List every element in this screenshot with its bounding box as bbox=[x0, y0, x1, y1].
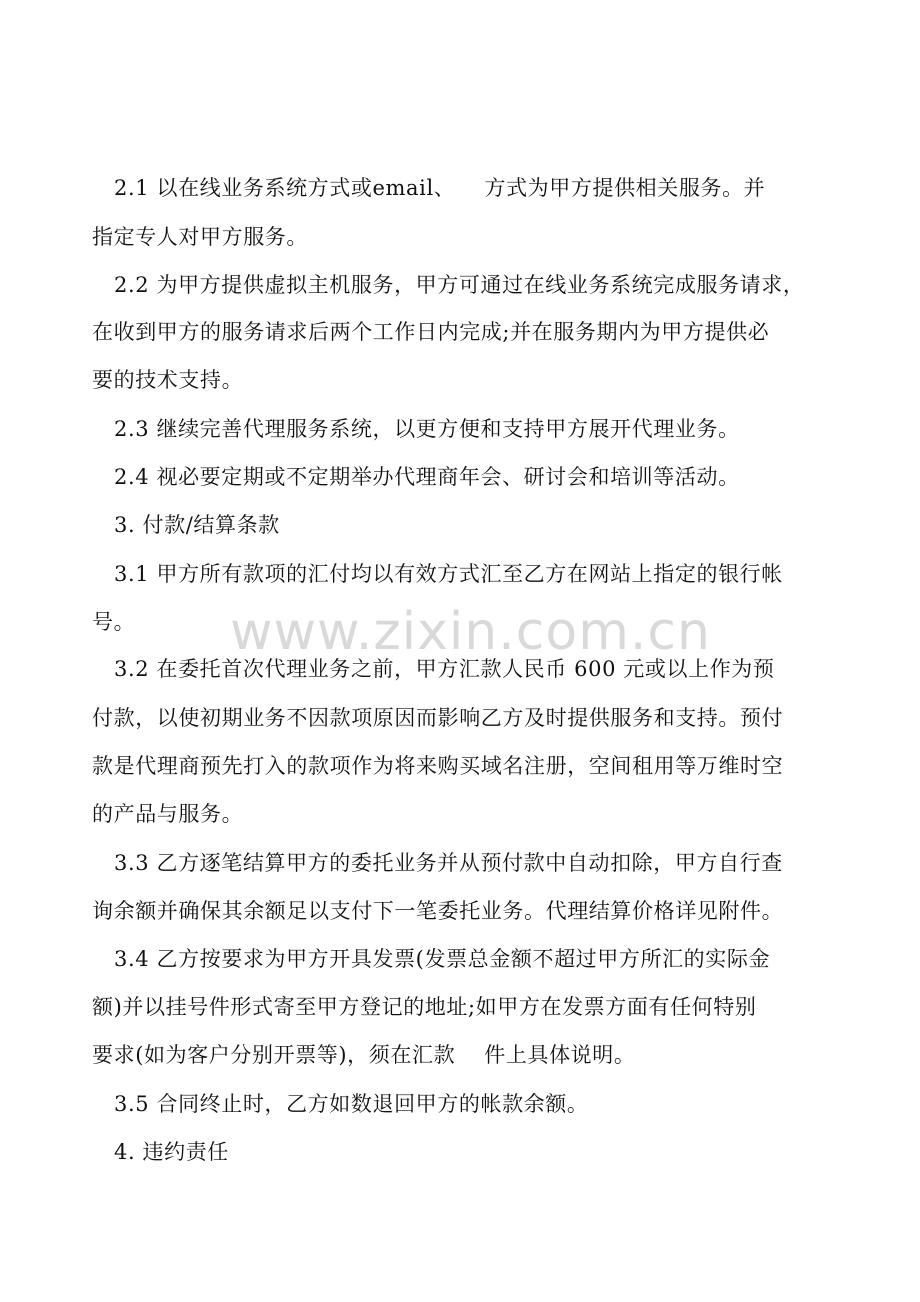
section-heading: 4. 违约责任 bbox=[114, 1140, 229, 1164]
text-line: 付款，以使初期业务不因款项原因而影响乙方及时提供服务和支持。预付 bbox=[92, 706, 784, 730]
text-line: 3.1 甲方所有款项的汇付均以有效方式汇至乙方在网站上指定的银行帐 bbox=[114, 562, 783, 586]
text-line: 2.4 视必要定期或不定期举办代理商年会、研讨会和培训等活动。 bbox=[114, 465, 740, 489]
text-line: 3.3 乙方逐笔结算甲方的委托业务并从预付款中自动扣除，甲方自行查 bbox=[114, 851, 783, 875]
text-line: 2.2 为甲方提供虚拟主机服务，甲方可通过在线业务系统完成服务请求， bbox=[114, 273, 805, 297]
text-line: 的产品与服务。 bbox=[92, 802, 244, 826]
text-line: 2.1 以在线业务系统方式或email、 方式为甲方提供相关服务。并 bbox=[114, 176, 766, 200]
watermark: www.zixin.com.cn bbox=[230, 602, 711, 662]
text-line: 指定专人对甲方服务。 bbox=[92, 225, 308, 249]
text-line: 要求(如为客户分别开票等)，须在汇款 件上具体说明。 bbox=[92, 1043, 636, 1067]
text-line: 2.3 继续完善代理服务系统，以更方便和支持甲方展开代理业务。 bbox=[114, 417, 740, 441]
text-line: 3.5 合同终止时，乙方如数退回甲方的帐款余额。 bbox=[114, 1092, 589, 1116]
text-line: 询余额并确保其余额足以支付下一笔委托业务。代理结算价格详见附件。 bbox=[92, 899, 784, 923]
text-line: 要的技术支持。 bbox=[92, 368, 244, 392]
text-line: 3.4 乙方按要求为甲方开具发票(发票总金额不超过甲方所汇的实际金 bbox=[114, 947, 771, 971]
text-line: 号。 bbox=[92, 610, 136, 634]
text-line: 额)并以挂号件形式寄至甲方登记的地址;如甲方在发票方面有任何特别 bbox=[92, 995, 757, 1019]
text-line: 3.2 在委托首次代理业务之前，甲方汇款人民币 600 元或以上作为预 bbox=[114, 657, 775, 681]
text-line: 款是代理商预先打入的款项作为将来购买域名注册，空间租用等万维时空 bbox=[92, 754, 784, 778]
section-heading: 3. 付款/结算条款 bbox=[114, 513, 280, 537]
text-line: 在收到甲方的服务请求后两个工作日内完成;并在服务期内为甲方提供必 bbox=[92, 320, 770, 344]
